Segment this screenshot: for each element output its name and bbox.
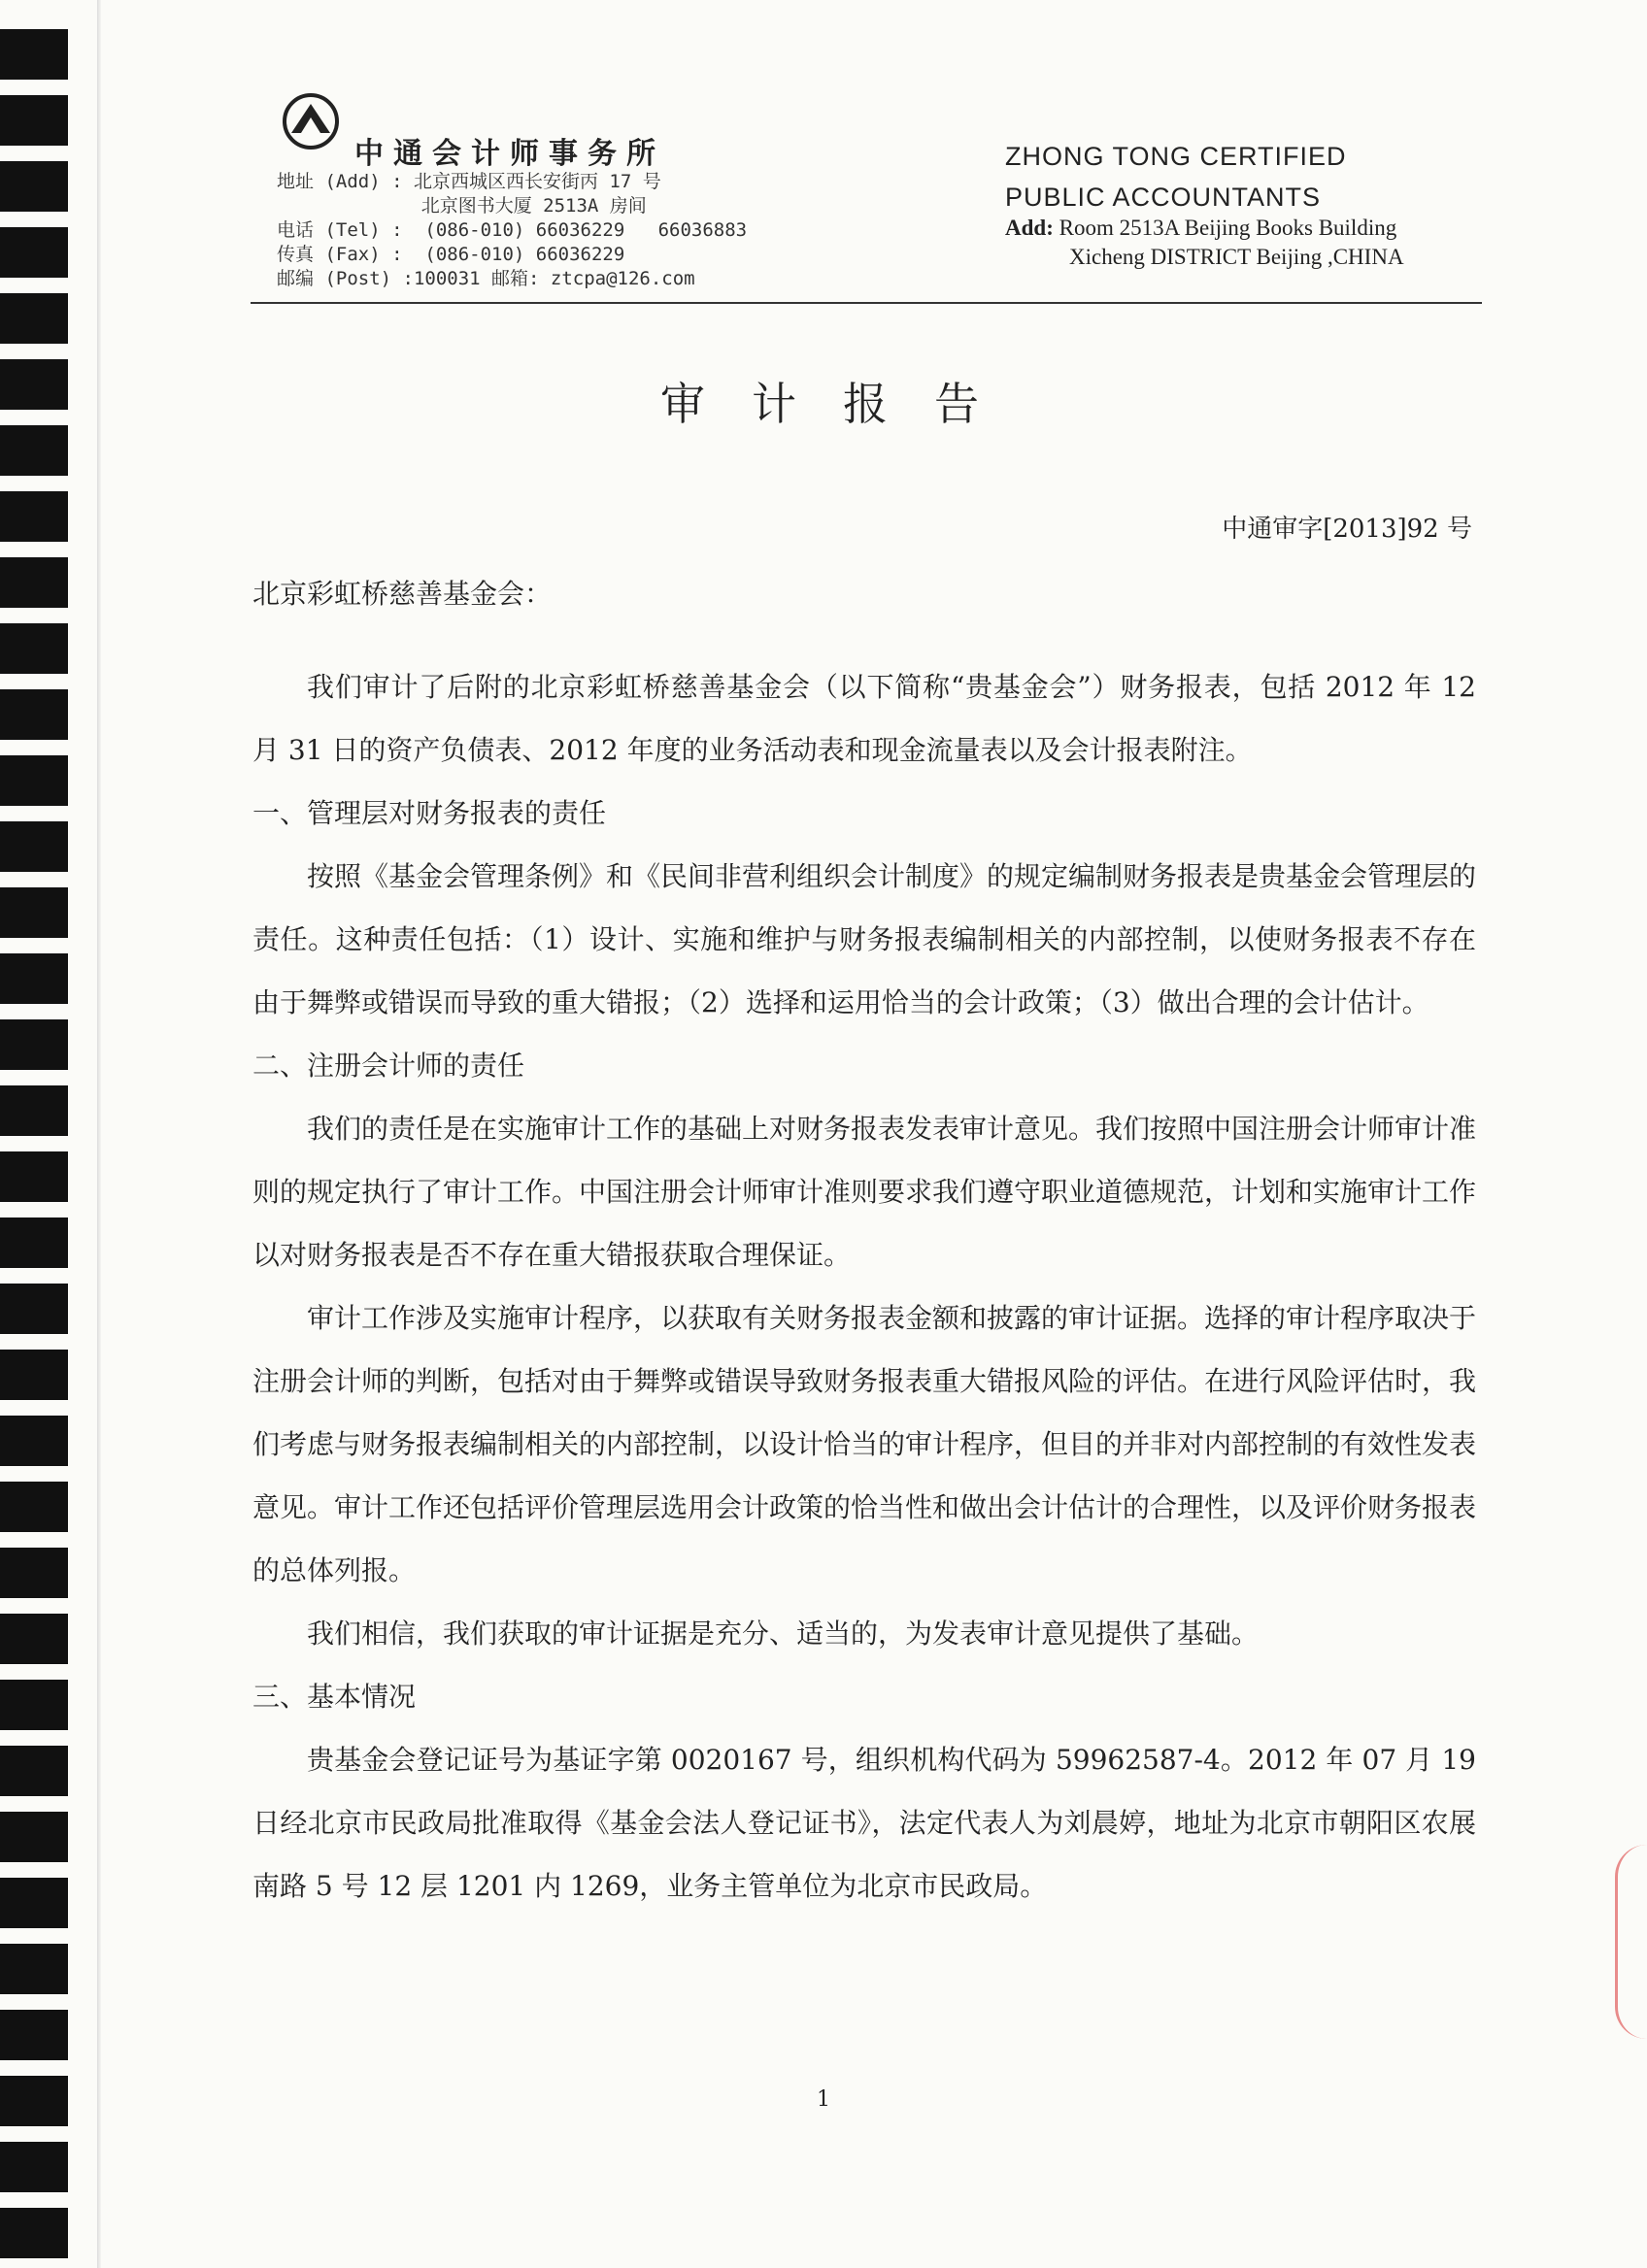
section-paragraph: 贵基金会登记证号为基证字第 0020167 号，组织机构代码为 59962587-4。2012 年 07 月 19 日经北京市民政局批准取得《基金会法人登记证书》，法定代表人为刘晨婷，地址为北京市朝阳区农展南路 5 号 12 层 1201 内 1269，业务主管单位为北京市民政局。	[252, 1744, 1476, 1902]
binding-slot	[0, 2010, 68, 2060]
firm-name-en-line1: ZHONG TONG CERTIFIED	[1005, 142, 1347, 171]
firm-logo-icon	[282, 92, 340, 150]
binding-slot	[0, 1019, 68, 1070]
binding-slot	[0, 1812, 68, 1862]
binding-slot	[0, 95, 68, 146]
binding-slot	[0, 1085, 68, 1136]
binding-slot	[0, 953, 68, 1004]
contact-row: 北京图书大厦 2513A 房间	[277, 195, 647, 217]
section-paragraph: 我们相信，我们获取的审计证据是充分、适当的，为发表审计意见提供了基础。	[307, 1618, 1260, 1650]
binding-slot	[0, 557, 68, 608]
binding-slot	[0, 29, 68, 80]
reference-number: 中通审字[2013]92 号	[1222, 515, 1472, 544]
binding-slot	[0, 1680, 68, 1730]
binding-slot	[0, 1614, 68, 1664]
firm-name-en	[1005, 136, 1347, 217]
binding-slot	[0, 227, 68, 278]
binding-slot	[0, 1746, 68, 1796]
binding-slot	[0, 1284, 68, 1334]
header-divider	[251, 302, 1482, 304]
binding-slot	[0, 2208, 68, 2258]
contact-row: 传真 (Fax) : (086-010) 66036229	[277, 244, 625, 265]
binding-slot	[0, 887, 68, 938]
addressee: 北京彩虹桥慈善基金会：	[252, 578, 553, 610]
en-addr-line2: Xicheng DISTRICT Beijing ,CHINA	[1069, 245, 1404, 269]
binding-slot	[0, 1944, 68, 1994]
firm-name-en-line2: PUBLIC ACCOUNTANTS	[1005, 183, 1322, 212]
binding-slot	[0, 755, 68, 806]
binding-slot	[0, 1878, 68, 1928]
contact-row: 邮编 (Post) :100031 邮箱: ztcpa@126.com	[277, 268, 695, 289]
intro-paragraph: 我们审计了后附的北京彩虹桥慈善基金会（以下简称“贵基金会”）财务报表，包括 2012 年 12 月 31 日的资产负债表、2012 年度的业务活动表和现金流量表以及会计报表附注。	[252, 671, 1476, 766]
contact-row: 地址 (Add) : 北京西城区西长安街丙 17 号	[277, 171, 661, 192]
binding-slot	[0, 689, 68, 740]
binding-slot	[0, 1350, 68, 1400]
binding-slot	[0, 161, 68, 212]
en-addr-label: Add:	[1005, 216, 1054, 240]
binding-slot	[0, 293, 68, 344]
red-stamp-edge	[1615, 1845, 1647, 2039]
section-heading: 一、管理层对财务报表的责任	[252, 797, 607, 829]
section-paragraph: 按照《基金会管理条例》和《民间非营利组织会计制度》的规定编制财务报表是贵基金会管理层的责任。这种责任包括：（1）设计、实施和维护与财务报表编制相关的内部控制，以使财务报表不存在由于舞弊或错误而导致的重大错报；（2）选择和运用恰当的会计政策；（3）做出合理的会计估计。	[252, 860, 1477, 1018]
binding-slot	[0, 821, 68, 872]
binding-slot	[0, 1151, 68, 1202]
firm-name-cn: 中通会计师事务所	[354, 137, 665, 171]
binding-slot	[0, 491, 68, 542]
binding-slot	[0, 623, 68, 674]
binding-slot	[0, 1416, 68, 1466]
page-number: 1	[817, 2087, 830, 2112]
section-paragraph: 审计工作涉及实施审计程序，以获取有关财务报表金额和披露的审计证据。选择的审计程序取决于注册会计师的判断，包括对由于舞弊或错误导致财务报表重大错报风险的评估。在进行风险评估时，我们考虑与财务报表编制相关的内部控制，以设计恰当的审计程序，但目的并非对内部控制的有效性发表意见。审计工作还包括评价管理层选用会计政策的恰当性和做出会计估计的合理性，以及评价财务报表的总体列报。	[252, 1302, 1477, 1586]
en-addr-line1: Room 2513A Beijing Books Building	[1053, 216, 1397, 240]
binding-slot	[0, 1548, 68, 1598]
binding-slot	[0, 2142, 68, 2192]
firm-address-en	[1005, 214, 1404, 272]
binding-slot	[0, 1217, 68, 1268]
page-edge	[97, 0, 101, 2268]
spiral-binding	[0, 0, 117, 2268]
report-body	[252, 655, 1476, 1918]
section-paragraph: 我们的责任是在实施审计工作的基础上对财务报表发表审计意见。我们按照中国注册会计师审计准则的规定执行了审计工作。中国注册会计师审计准则要求我们遵守职业道德规范，计划和实施审计工作以对财务报表是否不存在重大错报获取合理保证。	[252, 1113, 1477, 1271]
section-heading: 三、基本情况	[252, 1681, 417, 1713]
section-heading: 二、注册会计师的责任	[252, 1050, 525, 1082]
firm-contact-block	[277, 170, 747, 291]
contact-row: 电话 (Tel) : (086-010) 66036229 66036883	[277, 219, 748, 241]
binding-slot	[0, 1482, 68, 1532]
letterhead	[252, 92, 1481, 301]
report-title: 审计报告	[660, 378, 1025, 430]
